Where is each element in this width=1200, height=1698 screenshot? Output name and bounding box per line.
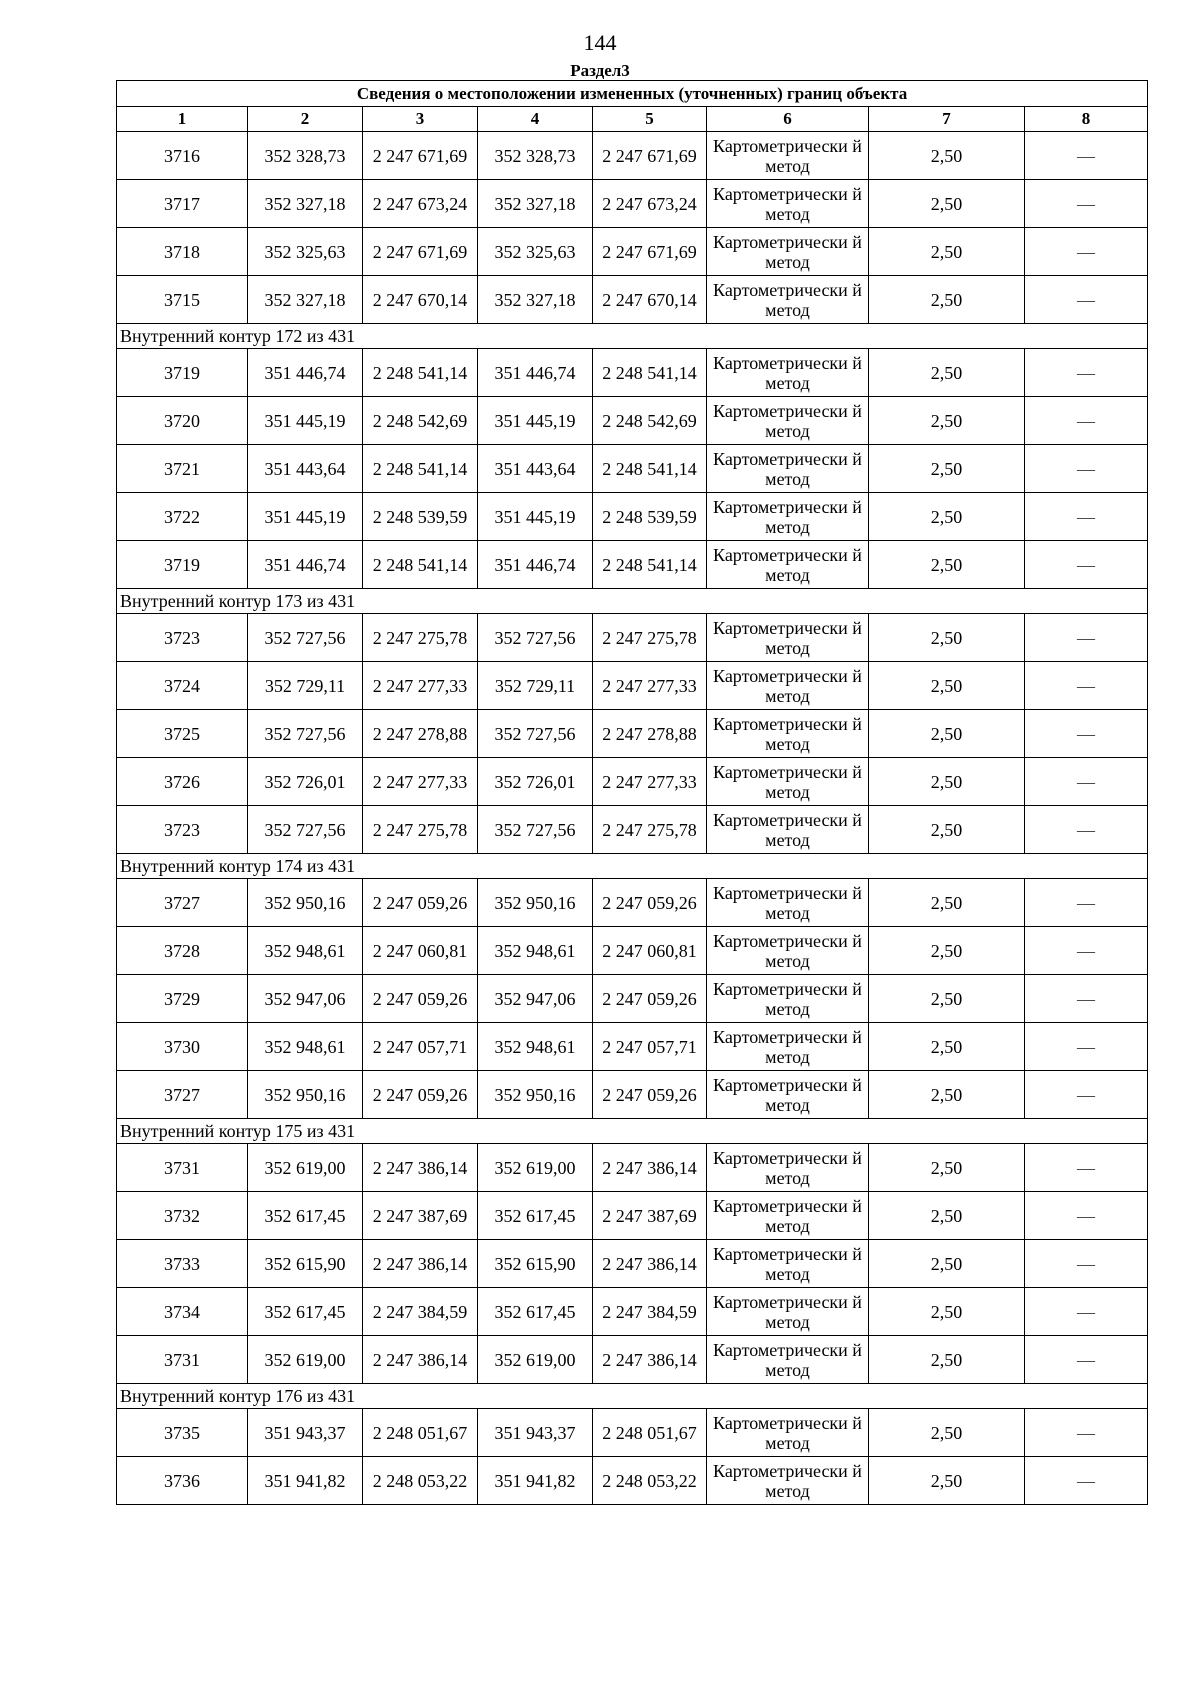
x-coordinate-cell: 352 950,16 (478, 879, 593, 927)
x-coordinate-cell: 352 948,61 (478, 1023, 593, 1071)
column-number: 4 (478, 107, 593, 132)
table-row (117, 493, 1148, 541)
y-coordinate-cell: 2 248 539,59 (593, 493, 707, 541)
column-number: 6 (707, 107, 869, 132)
contour-row (117, 1384, 1148, 1409)
y-coordinate-cell: 2 247 386,14 (363, 1240, 478, 1288)
accuracy-cell: 2,50 (869, 1288, 1025, 1336)
x-coordinate-cell: 352 947,06 (248, 975, 363, 1023)
y-coordinate-cell: 2 247 386,14 (593, 1144, 707, 1192)
x-coordinate-cell: 352 617,45 (478, 1288, 593, 1336)
method-cell: Картометрически й метод (707, 541, 869, 589)
point-number-cell: 3731 (117, 1336, 248, 1384)
method-cell: Картометрически й метод (707, 879, 869, 927)
description-cell: — (1025, 927, 1148, 975)
table-row (117, 758, 1148, 806)
method-cell: Картометрически й метод (707, 445, 869, 493)
page-number: 144 (583, 30, 617, 55)
y-coordinate-cell: 2 247 673,24 (363, 180, 478, 228)
description-cell: — (1025, 1192, 1148, 1240)
description-cell: — (1025, 758, 1148, 806)
method-cell: Картометрически й метод (707, 1457, 869, 1505)
point-number-cell: 3731 (117, 1144, 248, 1192)
point-number-cell: 3736 (117, 1457, 248, 1505)
x-coordinate-cell: 352 619,00 (478, 1144, 593, 1192)
y-coordinate-cell: 2 247 671,69 (593, 132, 707, 180)
method-cell: Картометрически й метод (707, 180, 869, 228)
point-number-cell: 3725 (117, 710, 248, 758)
description-cell: — (1025, 1409, 1148, 1457)
description-cell: — (1025, 1023, 1148, 1071)
y-coordinate-cell: 2 247 275,78 (363, 614, 478, 662)
table-row (117, 349, 1148, 397)
table-row (117, 927, 1148, 975)
x-coordinate-cell: 352 950,16 (478, 1071, 593, 1119)
column-number: 8 (1025, 107, 1148, 132)
table-row (117, 1240, 1148, 1288)
accuracy-cell: 2,50 (869, 180, 1025, 228)
x-coordinate-cell: 352 727,56 (248, 614, 363, 662)
method-cell: Картометрически й метод (707, 975, 869, 1023)
description-cell: — (1025, 397, 1148, 445)
x-coordinate-cell: 352 327,18 (478, 276, 593, 324)
x-coordinate-cell: 352 615,90 (478, 1240, 593, 1288)
description-cell: — (1025, 1457, 1148, 1505)
accuracy-cell: 2,50 (869, 806, 1025, 854)
description-cell: — (1025, 1071, 1148, 1119)
x-coordinate-cell: 352 617,45 (248, 1192, 363, 1240)
section-title: Раздел3 (570, 61, 630, 80)
description-cell: — (1025, 614, 1148, 662)
accuracy-cell: 2,50 (869, 397, 1025, 445)
x-coordinate-cell: 351 445,19 (478, 493, 593, 541)
accuracy-cell: 2,50 (869, 1409, 1025, 1457)
point-number-cell: 3718 (117, 228, 248, 276)
x-coordinate-cell: 351 941,82 (478, 1457, 593, 1505)
x-coordinate-cell: 351 943,37 (478, 1409, 593, 1457)
point-number-cell: 3722 (117, 493, 248, 541)
column-number: 3 (363, 107, 478, 132)
description-cell: — (1025, 806, 1148, 854)
point-number-cell: 3723 (117, 614, 248, 662)
table-row (117, 397, 1148, 445)
contour-row (117, 854, 1148, 879)
x-coordinate-cell: 351 446,74 (478, 541, 593, 589)
accuracy-cell: 2,50 (869, 879, 1025, 927)
description-cell: — (1025, 710, 1148, 758)
column-number: 2 (248, 107, 363, 132)
accuracy-cell: 2,50 (869, 758, 1025, 806)
y-coordinate-cell: 2 248 051,67 (593, 1409, 707, 1457)
table-row (117, 1336, 1148, 1384)
x-coordinate-cell: 352 619,00 (248, 1144, 363, 1192)
description-cell: — (1025, 1144, 1148, 1192)
boundary-coordinates-table (116, 80, 1148, 1505)
x-coordinate-cell: 352 328,73 (248, 132, 363, 180)
description-cell: — (1025, 1336, 1148, 1384)
x-coordinate-cell: 352 948,61 (248, 1023, 363, 1071)
point-number-cell: 3719 (117, 541, 248, 589)
y-coordinate-cell: 2 247 059,26 (593, 975, 707, 1023)
accuracy-cell: 2,50 (869, 614, 1025, 662)
method-cell: Картометрически й метод (707, 493, 869, 541)
table-row (117, 1409, 1148, 1457)
table-row (117, 276, 1148, 324)
x-coordinate-cell: 351 941,82 (248, 1457, 363, 1505)
point-number-cell: 3732 (117, 1192, 248, 1240)
description-cell: — (1025, 1288, 1148, 1336)
y-coordinate-cell: 2 248 541,14 (363, 445, 478, 493)
accuracy-cell: 2,50 (869, 1240, 1025, 1288)
point-number-cell: 3717 (117, 180, 248, 228)
y-coordinate-cell: 2 247 059,26 (363, 975, 478, 1023)
point-number-cell: 3727 (117, 1071, 248, 1119)
description-cell: — (1025, 541, 1148, 589)
method-cell: Картометрически й метод (707, 132, 869, 180)
y-coordinate-cell: 2 247 387,69 (363, 1192, 478, 1240)
table-title-row (117, 81, 1148, 107)
y-coordinate-cell: 2 247 670,14 (593, 276, 707, 324)
accuracy-cell: 2,50 (869, 975, 1025, 1023)
contour-row (117, 1119, 1148, 1144)
x-coordinate-cell: 352 325,63 (478, 228, 593, 276)
accuracy-cell: 2,50 (869, 276, 1025, 324)
x-coordinate-cell: 351 443,64 (248, 445, 363, 493)
y-coordinate-cell: 2 247 277,33 (593, 662, 707, 710)
point-number-cell: 3716 (117, 132, 248, 180)
x-coordinate-cell: 352 947,06 (478, 975, 593, 1023)
method-cell: Картометрически й метод (707, 662, 869, 710)
accuracy-cell: 2,50 (869, 445, 1025, 493)
point-number-cell: 3730 (117, 1023, 248, 1071)
y-coordinate-cell: 2 248 541,14 (593, 541, 707, 589)
y-coordinate-cell: 2 247 386,14 (363, 1144, 478, 1192)
contour-label: Внутренний контур 174 из 431 (117, 854, 1148, 879)
table-row (117, 614, 1148, 662)
x-coordinate-cell: 352 727,56 (478, 614, 593, 662)
x-coordinate-cell: 352 617,45 (478, 1192, 593, 1240)
method-cell: Картометрически й метод (707, 397, 869, 445)
accuracy-cell: 2,50 (869, 541, 1025, 589)
method-cell: Картометрически й метод (707, 276, 869, 324)
method-cell: Картометрически й метод (707, 806, 869, 854)
table-row (117, 180, 1148, 228)
accuracy-cell: 2,50 (869, 228, 1025, 276)
point-number-cell: 3726 (117, 758, 248, 806)
y-coordinate-cell: 2 247 275,78 (593, 614, 707, 662)
x-coordinate-cell: 352 950,16 (248, 1071, 363, 1119)
y-coordinate-cell: 2 248 053,22 (363, 1457, 478, 1505)
method-cell: Картометрически й метод (707, 349, 869, 397)
y-coordinate-cell: 2 247 387,69 (593, 1192, 707, 1240)
point-number-cell: 3720 (117, 397, 248, 445)
y-coordinate-cell: 2 247 277,33 (593, 758, 707, 806)
method-cell: Картометрически й метод (707, 1240, 869, 1288)
point-number-cell: 3727 (117, 879, 248, 927)
y-coordinate-cell: 2 247 386,14 (593, 1336, 707, 1384)
x-coordinate-cell: 352 727,56 (248, 806, 363, 854)
y-coordinate-cell: 2 247 277,33 (363, 662, 478, 710)
method-cell: Картометрически й метод (707, 1288, 869, 1336)
y-coordinate-cell: 2 247 060,81 (593, 927, 707, 975)
x-coordinate-cell: 352 327,18 (248, 276, 363, 324)
accuracy-cell: 2,50 (869, 1336, 1025, 1384)
table-row (117, 975, 1148, 1023)
y-coordinate-cell: 2 248 542,69 (593, 397, 707, 445)
y-coordinate-cell: 2 248 541,14 (593, 349, 707, 397)
method-cell: Картометрически й метод (707, 1023, 869, 1071)
x-coordinate-cell: 351 446,74 (248, 349, 363, 397)
method-cell: Картометрически й метод (707, 228, 869, 276)
y-coordinate-cell: 2 247 278,88 (593, 710, 707, 758)
table-row (117, 445, 1148, 493)
y-coordinate-cell: 2 247 057,71 (593, 1023, 707, 1071)
x-coordinate-cell: 352 727,56 (478, 806, 593, 854)
x-coordinate-cell: 352 729,11 (478, 662, 593, 710)
y-coordinate-cell: 2 247 059,26 (593, 879, 707, 927)
x-coordinate-cell: 352 727,56 (478, 710, 593, 758)
point-number-cell: 3729 (117, 975, 248, 1023)
y-coordinate-cell: 2 247 275,78 (363, 806, 478, 854)
description-cell: — (1025, 879, 1148, 927)
accuracy-cell: 2,50 (869, 1071, 1025, 1119)
x-coordinate-cell: 351 445,19 (248, 493, 363, 541)
accuracy-cell: 2,50 (869, 1144, 1025, 1192)
y-coordinate-cell: 2 248 053,22 (593, 1457, 707, 1505)
table-row (117, 541, 1148, 589)
method-cell: Картометрически й метод (707, 614, 869, 662)
point-number-cell: 3721 (117, 445, 248, 493)
description-cell: — (1025, 975, 1148, 1023)
accuracy-cell: 2,50 (869, 662, 1025, 710)
table-row (117, 710, 1148, 758)
point-number-cell: 3735 (117, 1409, 248, 1457)
table-row (117, 662, 1148, 710)
x-coordinate-cell: 352 617,45 (248, 1288, 363, 1336)
y-coordinate-cell: 2 247 386,14 (363, 1336, 478, 1384)
column-number: 5 (593, 107, 707, 132)
accuracy-cell: 2,50 (869, 132, 1025, 180)
y-coordinate-cell: 2 247 384,59 (363, 1288, 478, 1336)
method-cell: Картометрически й метод (707, 1409, 869, 1457)
y-coordinate-cell: 2 247 670,14 (363, 276, 478, 324)
description-cell: — (1025, 132, 1148, 180)
x-coordinate-cell: 352 729,11 (248, 662, 363, 710)
point-number-cell: 3724 (117, 662, 248, 710)
x-coordinate-cell: 352 619,00 (478, 1336, 593, 1384)
table-row (117, 1457, 1148, 1505)
contour-row (117, 589, 1148, 614)
method-cell: Картометрически й метод (707, 1336, 869, 1384)
y-coordinate-cell: 2 247 060,81 (363, 927, 478, 975)
table-row (117, 228, 1148, 276)
contour-label: Внутренний контур 176 из 431 (117, 1384, 1148, 1409)
y-coordinate-cell: 2 247 671,69 (363, 228, 478, 276)
contour-label: Внутренний контур 172 из 431 (117, 324, 1148, 349)
method-cell: Картометрически й метод (707, 710, 869, 758)
point-number-cell: 3719 (117, 349, 248, 397)
x-coordinate-cell: 351 446,74 (248, 541, 363, 589)
point-number-cell: 3734 (117, 1288, 248, 1336)
x-coordinate-cell: 352 726,01 (248, 758, 363, 806)
y-coordinate-cell: 2 247 057,71 (363, 1023, 478, 1071)
x-coordinate-cell: 352 727,56 (248, 710, 363, 758)
y-coordinate-cell: 2 247 275,78 (593, 806, 707, 854)
y-coordinate-cell: 2 248 541,14 (363, 349, 478, 397)
y-coordinate-cell: 2 248 539,59 (363, 493, 478, 541)
table-row (117, 1192, 1148, 1240)
contour-label: Внутренний контур 175 из 431 (117, 1119, 1148, 1144)
x-coordinate-cell: 351 445,19 (478, 397, 593, 445)
accuracy-cell: 2,50 (869, 1192, 1025, 1240)
y-coordinate-cell: 2 247 673,24 (593, 180, 707, 228)
method-cell: Картометрически й метод (707, 1192, 869, 1240)
accuracy-cell: 2,50 (869, 710, 1025, 758)
x-coordinate-cell: 352 327,18 (478, 180, 593, 228)
table-title: Сведения о местоположении измененных (уточненных) границ объекта (117, 81, 1148, 107)
contour-label: Внутренний контур 173 из 431 (117, 589, 1148, 614)
y-coordinate-cell: 2 248 541,14 (593, 445, 707, 493)
table-row (117, 1144, 1148, 1192)
accuracy-cell: 2,50 (869, 493, 1025, 541)
point-number-cell: 3733 (117, 1240, 248, 1288)
column-number: 1 (117, 107, 248, 132)
description-cell: — (1025, 493, 1148, 541)
method-cell: Картометрически й метод (707, 758, 869, 806)
accuracy-cell: 2,50 (869, 1457, 1025, 1505)
x-coordinate-cell: 352 948,61 (478, 927, 593, 975)
x-coordinate-cell: 352 948,61 (248, 927, 363, 975)
y-coordinate-cell: 2 247 059,26 (363, 1071, 478, 1119)
description-cell: — (1025, 1240, 1148, 1288)
description-cell: — (1025, 180, 1148, 228)
x-coordinate-cell: 352 328,73 (478, 132, 593, 180)
y-coordinate-cell: 2 248 542,69 (363, 397, 478, 445)
x-coordinate-cell: 352 325,63 (248, 228, 363, 276)
x-coordinate-cell: 352 726,01 (478, 758, 593, 806)
column-number: 7 (869, 107, 1025, 132)
column-number-row (117, 107, 1148, 132)
description-cell: — (1025, 349, 1148, 397)
x-coordinate-cell: 352 615,90 (248, 1240, 363, 1288)
table-row (117, 132, 1148, 180)
y-coordinate-cell: 2 247 671,69 (363, 132, 478, 180)
accuracy-cell: 2,50 (869, 1023, 1025, 1071)
x-coordinate-cell: 351 446,74 (478, 349, 593, 397)
y-coordinate-cell: 2 247 277,33 (363, 758, 478, 806)
y-coordinate-cell: 2 247 384,59 (593, 1288, 707, 1336)
x-coordinate-cell: 351 445,19 (248, 397, 363, 445)
description-cell: — (1025, 662, 1148, 710)
table-row (117, 806, 1148, 854)
description-cell: — (1025, 276, 1148, 324)
x-coordinate-cell: 351 443,64 (478, 445, 593, 493)
x-coordinate-cell: 352 950,16 (248, 879, 363, 927)
y-coordinate-cell: 2 247 278,88 (363, 710, 478, 758)
x-coordinate-cell: 352 327,18 (248, 180, 363, 228)
table-row (117, 879, 1148, 927)
method-cell: Картометрически й метод (707, 1071, 869, 1119)
point-number-cell: 3728 (117, 927, 248, 975)
description-cell: — (1025, 445, 1148, 493)
table-row (117, 1023, 1148, 1071)
x-coordinate-cell: 351 943,37 (248, 1409, 363, 1457)
table-row (117, 1071, 1148, 1119)
contour-row (117, 324, 1148, 349)
y-coordinate-cell: 2 247 671,69 (593, 228, 707, 276)
method-cell: Картометрически й метод (707, 927, 869, 975)
accuracy-cell: 2,50 (869, 349, 1025, 397)
point-number-cell: 3723 (117, 806, 248, 854)
table-row (117, 1288, 1148, 1336)
x-coordinate-cell: 352 619,00 (248, 1336, 363, 1384)
y-coordinate-cell: 2 248 051,67 (363, 1409, 478, 1457)
description-cell: — (1025, 228, 1148, 276)
y-coordinate-cell: 2 247 386,14 (593, 1240, 707, 1288)
y-coordinate-cell: 2 247 059,26 (593, 1071, 707, 1119)
accuracy-cell: 2,50 (869, 927, 1025, 975)
y-coordinate-cell: 2 248 541,14 (363, 541, 478, 589)
point-number-cell: 3715 (117, 276, 248, 324)
y-coordinate-cell: 2 247 059,26 (363, 879, 478, 927)
method-cell: Картометрически й метод (707, 1144, 869, 1192)
